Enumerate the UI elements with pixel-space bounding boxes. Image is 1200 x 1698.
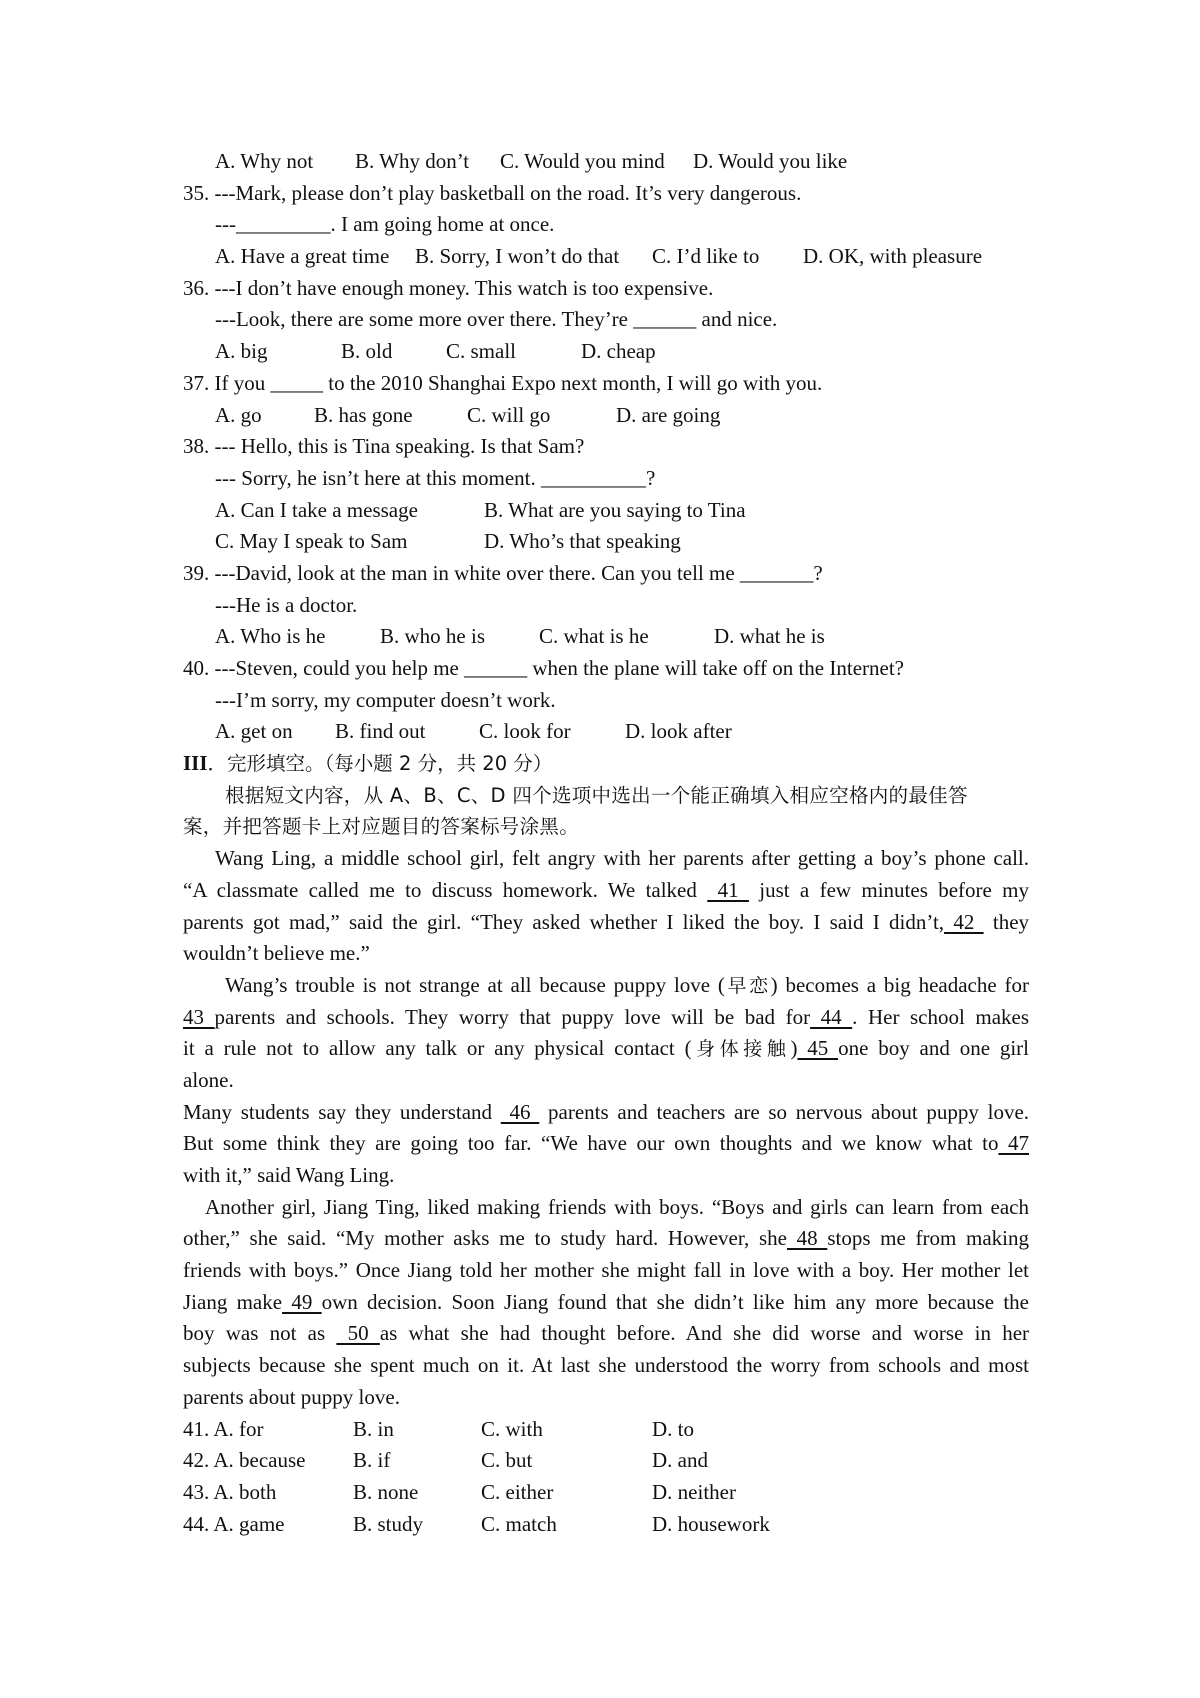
q35-stem: 35. ---Mark, please don’t play basketball on the road. It’s very dangerous. <box>183 180 802 205</box>
q34-option-b: B. Why don’t <box>355 149 470 173</box>
q40-options <box>183 716 1029 748</box>
answer-option-b: B. study <box>353 1511 424 1536</box>
blank-50: 50 <box>336 1321 380 1346</box>
text-segment: one boy and one girl <box>838 1036 1030 1061</box>
q40-option-b: B. find out <box>335 719 426 744</box>
passage-p4-line5 <box>183 1318 1029 1350</box>
text-segment: “A classmate called me to discuss homework. We talked <box>183 877 697 902</box>
q37-options <box>183 400 1029 432</box>
text-segment: . Her school makes <box>852 1004 1030 1029</box>
answer-option-c: C. either <box>481 1479 554 1504</box>
answer-row-43 <box>183 1477 1029 1509</box>
section-3-instruction-1: 根据短文内容，从 A、B、C、D 四个选项中选出一个能正确填入相应空格内的最佳答 <box>225 783 968 807</box>
q36-options <box>183 336 1029 368</box>
answer-row-41 <box>183 1414 1029 1446</box>
q35-reply: ---_________. I am going home at once. <box>215 212 555 237</box>
q38-stem: 38. --- Hello, this is Tina speaking. Is that Sam? <box>183 434 585 459</box>
blank-43: 43 <box>183 1004 215 1029</box>
answer-option-d: D. and <box>652 1448 708 1473</box>
q36-option-b: B. old <box>341 339 393 364</box>
q36-reply: ---Look, there are some more over there. They’re ______ and nice. <box>215 307 778 332</box>
section-3-title: ．完形填空。（每小题 2 分，共 20 分） <box>207 752 553 776</box>
text-segment: as what she had thought before. And she did worse and worse in her <box>379 1321 1030 1346</box>
q38-reply: --- Sorry, he isn’t here at this moment. __________? <box>215 465 656 490</box>
passage-p1-line4: wouldn’t believe me.” <box>183 941 370 966</box>
q37-option-c: C. will go <box>467 402 551 427</box>
answer-row-42 <box>183 1445 1029 1477</box>
blank-45: 45 <box>797 1036 839 1061</box>
q39-stem: 39. ---David, look at the man in white over there. Can you tell me _______? <box>183 560 823 585</box>
passage-p1-line2 <box>183 875 1029 907</box>
answer-option-c: C. match <box>481 1511 557 1536</box>
answer-option-c: C. but <box>481 1448 533 1473</box>
q36-option-c: C. small <box>446 339 517 364</box>
answer-option-b: B. in <box>353 1416 394 1441</box>
answer-option-a: 42. A. because <box>183 1448 306 1473</box>
answer-option-a: 43. A. both <box>183 1479 277 1504</box>
passage-p2-line2 <box>183 1002 1029 1034</box>
answer-option-a: 44. A. game <box>183 1511 285 1536</box>
passage-p4-line7: parents about puppy love. <box>183 1384 400 1409</box>
blank-41: 41 <box>707 877 749 902</box>
text-segment: parents and schools. They worry that puppy love will be bad for <box>214 1004 811 1029</box>
passage-p1-line1: Wang Ling, a middle school girl, felt angry with her parents after getting a boy’s phone call. <box>215 846 1029 871</box>
q39-option-b: B. who he is <box>380 624 485 649</box>
passage-p4-line4 <box>183 1287 1029 1319</box>
q35-option-d: D. OK, with pleasure <box>803 244 983 269</box>
text-segment: boy was not as <box>183 1321 326 1346</box>
exam-content <box>183 146 1029 1540</box>
text-segment: Jiang make <box>183 1289 283 1314</box>
passage-p4-line3: friends with boys.” Once Jiang told her mother she might fall in love with a boy. Her mother let <box>183 1258 1029 1283</box>
passage-p4-line2 <box>183 1223 1029 1255</box>
q36-option-a: A. big <box>215 339 268 364</box>
section-3-numeral: III <box>183 751 208 776</box>
text-segment: other,” she said. “My mother asks me to study hard. However, she <box>183 1226 787 1251</box>
answer-option-c: C. with <box>481 1416 543 1441</box>
answer-row-44 <box>183 1509 1029 1541</box>
answer-option-d: D. to <box>652 1416 694 1441</box>
text-segment: But some think they are going too far. “We have our own thoughts and we know what to <box>183 1131 999 1156</box>
text-segment: Wang’s trouble is not strange at all because puppy love ( <box>225 972 725 997</box>
passage-p3-line3: with it,” said Wang Ling. <box>183 1163 395 1187</box>
q35-options <box>183 241 1029 273</box>
q35-option-c: C. I’d like to <box>652 244 760 269</box>
passage-p2-line1 <box>183 970 1029 1002</box>
blank-44: 44 <box>810 1004 853 1029</box>
q34-options <box>183 146 1029 178</box>
chinese-gloss: 身体接触 <box>691 1038 791 1061</box>
q38-option-c: C. May I speak to Sam <box>215 529 408 554</box>
q39-option-d: D. what he is <box>714 624 825 649</box>
q36-stem: 36. ---I don’t have enough money. This watch is too expensive. <box>183 275 714 300</box>
text-segment: they <box>992 909 1030 934</box>
passage-p2-line3 <box>183 1033 1029 1065</box>
q40-reply: ---I’m sorry, my computer doesn’t work. <box>215 687 556 712</box>
q37-option-b: B. has gone <box>314 402 413 427</box>
q38-options-row2 <box>183 526 1029 558</box>
passage-p3-line1 <box>183 1097 1029 1129</box>
section-3-instruction-2: 案，并把答题卡上对应题目的答案标号涂黑。 <box>183 815 580 839</box>
q39-option-c: C. what is he <box>539 624 649 649</box>
answer-option-b: B. if <box>353 1448 391 1473</box>
answer-option-a: 41. A. for <box>183 1416 264 1441</box>
text-segment: ) <box>790 1036 798 1061</box>
q34-option-d: D. Would you like <box>693 149 848 173</box>
text-segment: just a few minutes before my <box>759 877 1030 902</box>
q38-option-a: A. Can I take a message <box>215 497 418 522</box>
text-segment: stops me from making <box>827 1226 1029 1251</box>
q35-option-b: B. Sorry, I won’t do that <box>415 244 620 269</box>
q40-option-d: D. look after <box>625 719 732 744</box>
q38-options-row1 <box>183 495 1029 527</box>
q37-stem: 37. If you _____ to the 2010 Shanghai Expo next month, I will go with you. <box>183 370 823 395</box>
q39-options <box>183 621 1029 653</box>
q39-reply: ---He is a doctor. <box>215 592 358 617</box>
q40-option-c: C. look for <box>479 719 571 744</box>
q37-option-d: D. are going <box>616 402 721 427</box>
text-segment: parents got mad,” said the girl. “They asked whether I liked the boy. I said I didn’t, <box>183 909 945 934</box>
q35-option-a: A. Have a great time <box>215 244 390 269</box>
answer-option-d: D. housework <box>652 1511 770 1536</box>
text-segment: ) becomes a big headache for <box>770 972 1029 997</box>
passage-p4-line1: Another girl, Jiang Ting, liked making friends with boys. “Boys and girls can learn from each <box>205 1194 1029 1219</box>
blank-46: 46 <box>500 1099 540 1124</box>
text-segment: it a rule not to allow any talk or any physical contact ( <box>183 1036 692 1061</box>
q34-option-a: A. Why not <box>215 149 314 173</box>
q38-option-b: B. What are you saying to Tina <box>484 497 746 522</box>
passage-p3-line2 <box>183 1128 1029 1160</box>
q39-option-a: A. Who is he <box>215 624 326 649</box>
text-segment: parents and teachers are so nervous about puppy love. <box>548 1099 1030 1124</box>
answer-option-d: D. neither <box>652 1479 736 1504</box>
text-segment: Many students say they understand <box>183 1099 493 1124</box>
q40-option-a: A. get on <box>215 719 293 744</box>
blank-48: 48 <box>786 1226 828 1251</box>
q36-option-d: D. cheap <box>581 339 656 364</box>
q38-option-d: D. Who’s that speaking <box>484 529 681 554</box>
passage-p4-line6: subjects because she spent much on it. At last she understood the worry from schools and most <box>183 1353 1029 1378</box>
q34-option-c: C. Would you mind <box>500 149 665 173</box>
chinese-gloss: 早恋 <box>724 974 771 997</box>
text-segment: own decision. Soon Jiang found that she didn’t like him any more because the <box>321 1289 1030 1314</box>
section-3-heading <box>183 748 1029 780</box>
blank-42: 42 <box>944 909 984 934</box>
q40-stem: 40. ---Steven, could you help me ______ when the plane will take off on the Internet? <box>183 656 904 680</box>
q37-option-a: A. go <box>215 402 262 427</box>
blank-49: 49 <box>282 1289 322 1314</box>
blank-47: 47 <box>998 1131 1030 1156</box>
passage-p1-line3 <box>183 907 1029 939</box>
answer-option-b: B. none <box>353 1479 419 1504</box>
passage-p2-line4: alone. <box>183 1067 234 1092</box>
